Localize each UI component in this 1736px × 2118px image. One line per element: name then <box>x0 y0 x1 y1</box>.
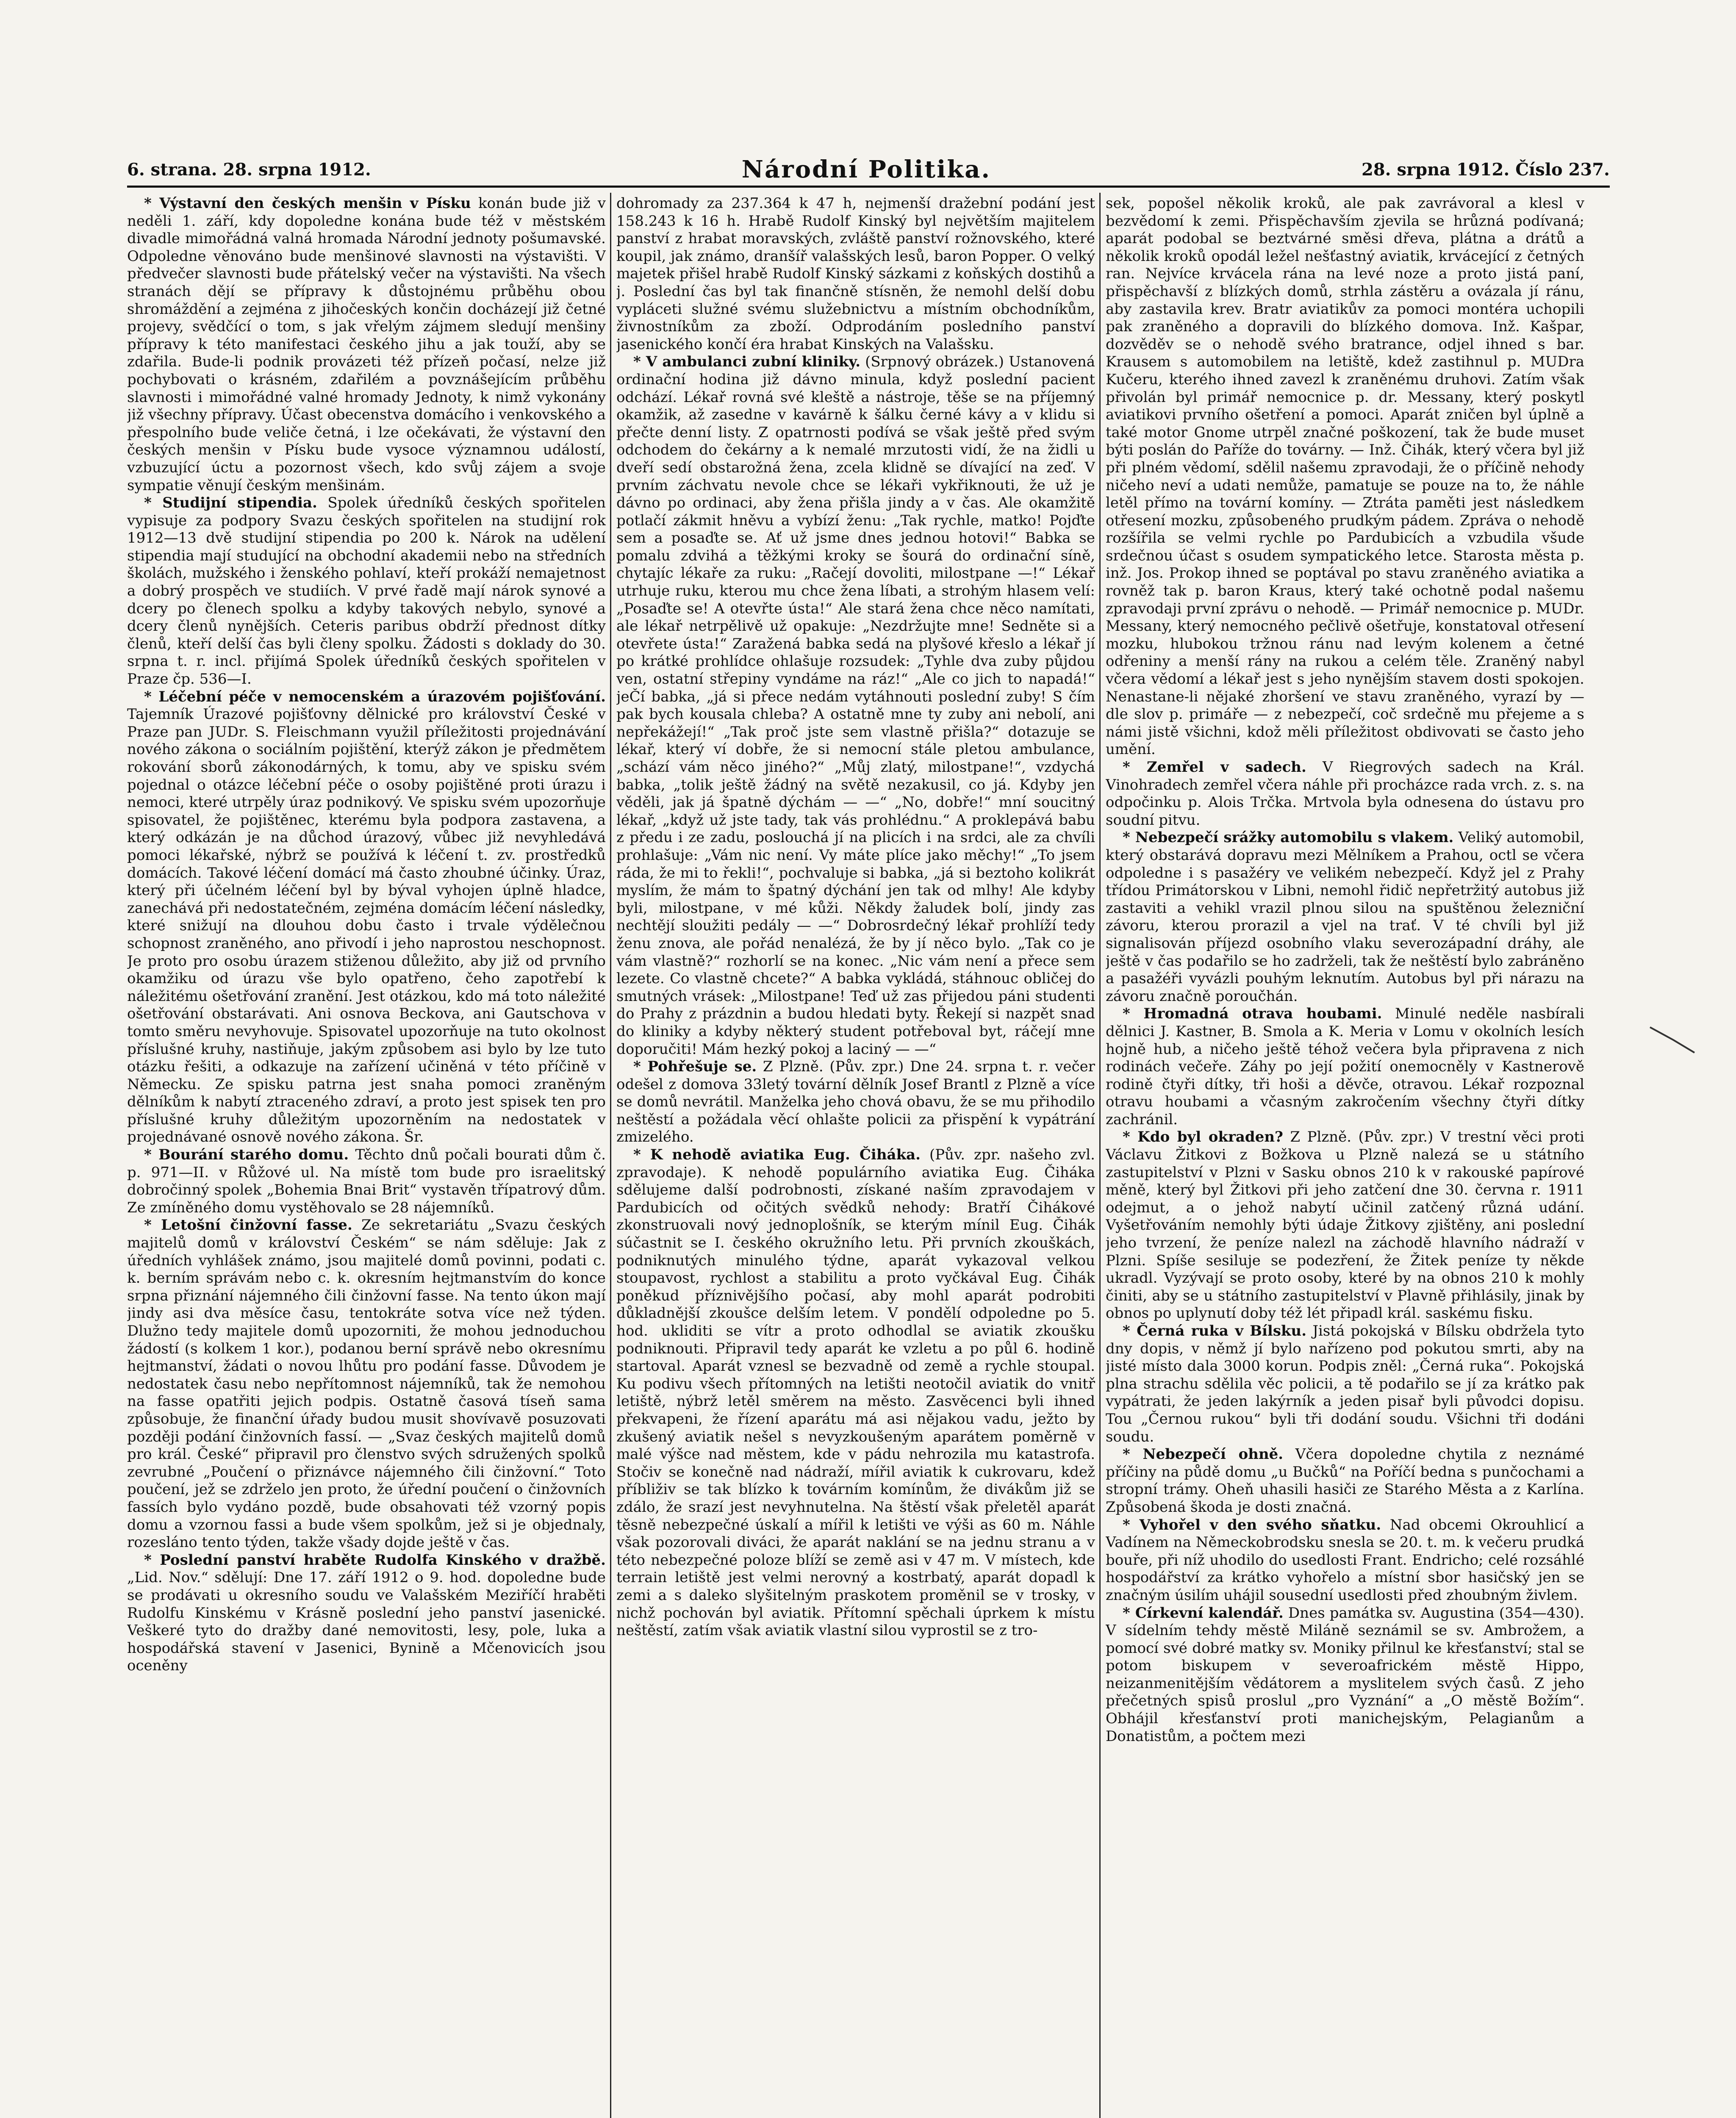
article-lead: * Léčební péče v nemocenském a úrazovém pojišťování. <box>144 688 606 705</box>
article-lead: * Studijní stipendia. <box>144 494 317 512</box>
article <box>127 1217 606 1551</box>
article-lead: * Hromadná otrava houbami. <box>1123 1005 1382 1023</box>
article-continuation <box>1106 195 1584 759</box>
article-lead: * Nebezpečí srážky automobilu s vlakem. <box>1123 829 1454 846</box>
article <box>127 688 606 1146</box>
masthead-title: Národní Politika. <box>741 155 991 183</box>
article-text: Jistá pokojská v Bílsku obdržela tyto dny dopis, v němž jí bylo nařízeno pod pokutou smrti, aby na jisté místo dala 3000 korun. Podpis zněl: „Černá ruka“. Pokojská plna strachu sdělila věc policii, a tě podařilo se jí za krátko pak vypátrati, že jeden lakýrník a jeden pisař byli původci dopisu. Tou „Černou rukou“ byli tři dodání soudu. Všichni tři dodáni soudu. <box>1106 1322 1584 1445</box>
article-text: Minulé neděle nasbírali dělnici J. Kastner, B. Smola a K. Meria v Lomu v okolních lesích hojně hub, a ničeho ještě téhož večera byla připravena z nich rodinách večeře. Záhy po její požití onemocněly v Kastnerově rodině čtyři dítky, tři hoši a děvče, otravou. Lékař rozpoznal otravu houbami a včasným zakročením všechny čtyři dítky zachránil. <box>1106 1005 1584 1128</box>
column-3 <box>1106 195 1584 2118</box>
article <box>616 1146 1095 1640</box>
header-date-page: 6. strana. 28. srpna 1912. <box>127 159 371 180</box>
article-text: „Lid. Nov.“ sdělují: Dne 17. září 1912 o 9. hod. dopoledne bude se prodávati u okresního soudu ve Valašském Meziříčí hraběti Rudolfu Kinskému v Krásně poslední jeho panství jasenické. Veškeré tyto do dražby dané nemovitosti, lesy, pole, luka a hospodářská stavení v Jasenici, Bynině a Mčenovicích jsou oceněny <box>127 1569 606 1674</box>
article-lead: * Výstavní den českých menšin v Písku <box>144 195 471 212</box>
article <box>616 1058 1095 1146</box>
page-header <box>127 155 1610 184</box>
article-text: Nad obcemi Okrouhlicí a Vadínem na Německobrodsku snesla se 20. t. m. k večeru prudká bouře, při níž uhodilo do usedlosti Frant. Endricho; celé rozsáhlé hospodářství za krátko vyhořelo a místní sbor hasičský jen se značným úsilím uhájil sousední usedlosti před zhoubným živlem. <box>1106 1516 1584 1604</box>
column-1 <box>127 195 606 2118</box>
article-lead: * Zemřel v sadech. <box>1123 759 1306 776</box>
article-lead: * V ambulanci zubní kliniky. <box>633 353 861 371</box>
article-text: Veliký automobil, který obstarává dopravu mezi Mělníkem a Prahou, octl se včera odpoledne i s pasažéry ve velikém nebezpečí. Když jel z Prahy třídou Primátorskou v Libni, nemohl řidič nepřetržitý autobus již zastaviti a vehikl vrazil plnou silou na spuštěnou železniční závoru, kterou prorazil a vjel na trať. V té chvíli byl již signalisován příjezd osobního vlaku severozápadní dráhy, ale ještě v čas podařilo se ho zadrželi, tak že neštěstí bylo zabráněno a pasažéři vyvázli pouhým leknutím. Autobus byl při nárazu na závoru značně poroučhán. <box>1106 829 1584 1005</box>
column-divider <box>1099 193 1101 2118</box>
article <box>616 353 1095 1058</box>
header-date-issue: 28. srpna 1912. Číslo 237. <box>1362 159 1610 180</box>
article-lead: * K nehodě aviatika Eug. Čiháka. <box>633 1146 921 1164</box>
article-text: Dnes památka sv. Augustina (354—430). V sídelním tehdy městě Miláně seznámil se sv. Ambrožem, a pomocí své dobré matky sv. Moniky přilnul ke křesťanství; stal se potom biskupem v severoafrickém městě Hippo, neizanmenitějším vědátorem a myslitelem svých časů. Z jeho přečetných spisů proslul „pro Vyznání“ a „O městě Božím“. Obhájil křesťanství proti manichejským, Pelagianům a Donatistům, a počtem mezi <box>1106 1604 1584 1745</box>
article-lead: * Poslední panství hraběte Rudolfa Kinského v dražbě. <box>144 1551 606 1569</box>
article <box>127 195 606 494</box>
article-text: Tajemník Úrazové pojišťovny dělnické pro království České v Praze pan JUDr. S. Fleischmann využil příležitosti projednávání nového zákona o sociálním pojištění, kterýž zákon je předmětem rokování sborů zákonodárných, k tomu, aby ve spisku svém pojednal o otázce léčební péče o osoby pojištěné proti úrazu i nemoci, které utrpěly úraz podnikový. Ve spisku svém upozorňuje spisovatel, že pojištěnec, kterému byla podpora zastavena, a který odkázán je na důchod úrazový, vůbec již nevyhledává pomoci lékařské, nýbrž se používá k léčení t. zv. prostředků domácích. Takové léčení domácí má často zhoubné účinky. Úraz, který při účelném léčení byl by býval vyhojen úplně hladce, zanechává při nedostatečném, zejména domácím léčení následky, které snižují na dlouhou dobu často i trvale výdělečnou schopnost zraněného, ano přivodí i jeho naprostou neschopnost. Je proto pro osobu úrazem stiženou důležito, aby již od prvního okamžiku od úrazu vše bylo opatřeno, čeho zapotřebí k náležitému ošetřování zranění. Jest otázkou, kdo má toto náležité ošetřování obstarávati. Ani osnova Beckova, ani Gautschova v tomto směru nevyhovuje. Spisovatel upozorňuje na tuto okolnost příslušné kruhy, nastiňuje, jakým způsobem asi bylo by lze tuto otázku řešiti, a odkazuje na zařízení učiněná v této příčině v Německu. Ze spisku patrna jest snaha pomoci zraněným dělníkům k nabytí ztraceného zdraví, a proto jest spisek ten pro příslušné kruhy důležitým upozorněním na nedostatek v projednávané osnově nového zákona. Šr. <box>127 706 606 1146</box>
article-text: konán bude již v neděli 1. září, kdy dopoledne konána bude též v městském divadle mimořádná valná hromada Národní jednoty pošumavské. Odpoledne věnováno bude menšinové slavnosti na výstavišti. V předvečer slavnosti bude přátelský večer na výstavišti. Na všech stranách dějí se přípravy k důstojnému průběhu obou shromáždění a zejména z jihočeských končin docházejí již četné projevy, svědčící o tom, s jak vřelým zájmem sledují menšiny přípravy k této manifestaci českého jihu a jak touží, aby se zdařila. Bude-li podnik provázeti též přízeň počasí, nelze již pochybovati o krásném, zdařilém a povznášejícím průběhu slavnosti i mimořádné valné hromady Jednoty, k nimž vykonány již všechny přípravy. Účast obecenstva domácího i venkovského a přespolního bude veliče četná, i lze očekávati, že výstavní den českých menšin v Písku bude vysoce významnou událostí, vzbuzující úctu a pozornost všech, kdo svůj zájem a svoje sympatie věnují českým menšinám. <box>127 195 606 494</box>
article <box>1106 1516 1584 1605</box>
article-lead: * Vyhořel v den svého sňatku. <box>1123 1516 1381 1533</box>
article-text: V Riegrových sadech na Král. Vinohradech zemřel včera náhle při procházce rada vrch. z. s. na odpočinku p. Alois Trčka. Mrtvola byla odnesena do ústavu pro soudní pitvu. <box>1106 759 1584 829</box>
article-text: Těchto dnů počali bourati dům č. p. 971—II. v Růžové ul. Na místě tom bude pro israelitský dobročinný spolek „Bohemia Bnai Brit“ vystavěn třípatrový dům. Ze zmíněného domu vystěhovalo se 28 nájemníků. <box>127 1146 606 1216</box>
column-2 <box>616 195 1095 2118</box>
article-continuation <box>616 195 1095 353</box>
article <box>127 1146 606 1217</box>
article <box>1106 759 1584 829</box>
article <box>1106 1446 1584 1516</box>
article <box>1106 829 1584 1005</box>
article-text: dohromady za 237.364 k 47 h, nejmenší dražební podání jest 158.243 k 16 h. Hrabě Rudolf Kinský byl největším majitelem panství z hrabat moravských, zvláště panství rožnovského, které koupil, jak známo, dranšíř valašských lesů, baron Popper. O velký majetek přišel hrabě Rudolf Kinský sázkami z koňských dostihů a j. Poslední čas byl tak finančně stísněn, že nemohl delší dobu vypláceti služné svému služebnictvu a místním obchodníkům, živnostníkům za zboží. Odprodáním posledního panství jasenického končí éra hrabat Kinských na Valašsku. <box>616 195 1095 353</box>
column-divider <box>610 193 611 2118</box>
article <box>1106 1605 1584 1746</box>
article-text: sek, popošel několik kroků, ale pak zavrávoral a klesl v bezvědomí k zemi. Přispěchavším zjevila se hrůzná podívaná; aparát podobal se beztvárné směsi dřeva, plátna a drátů a několik kroků opodál ležel nešťastný aviatik, krvácející z četných ran. Nejvíce krvácela rána na levé noze a proto jistá paní, přispěchavší z blízkých domů, strhla zástěru a ovázala jí ránu, aby zastavila krev. Bratr aviatikův za pomoci montéra uchopili pak zraněného a dopravili do blízkého domova. Inž. Kašpar, dozvěděv se o nehodě svého bratrance, odjel ihned s bar. Krausem s automobilem na letiště, kdež zastihnul p. MUDra Kučeru, kterého ihned zavezl k zraněnému druhovi. Zatím však přivolán byl primář nemocnice p. dr. Messany, který poskytl aviatikovi prvního ošetření a pomoci. Aparát zničen byl úplně a také motor Gnome utrpěl značné poškození, tak že bude muset býti poslán do Paříže do továrny. — Inž. Čihák, který včera byl již při plném vědomí, sdělil našemu zpravodaji, že o příčině nehody ničeho neví a udati nemůže, pamatuje se pouze na to, že náhle letěl přímo na tovární komíny. — Ztráta paměti jest následkem otřesení mozku, způsobeného prudkým pádem. Zpráva o nehodě rozšířila se velmi rychle po Pardubicích a vzbudila všude srdečnou účast s osudem sympatického letce. Starosta města p. inž. Jos. Prokop ihned se poptával po stavu zraněného aviatika a rovněž tak p. baron Kraus, který také ochotně podal našemu zpravodaji první zprávu o nehodě. — Primář nemocnice p. MUDr. Messany, který nemocného pečlivě ošetřuje, konstatoval otřesení mozku, hlubokou tržnou ránu nad levým kolenem a četné odřeniny a menší rány na rukou a celém těle. Zraněný nabyl včera vědomí a lékař jest s jeho nynějším stavem dosti spokojen. Nenastane-li nějaké zhoršení ve stavu zraněného, vyrazí by — dle slov p. primáře — z nebezpečí, coč srdečně mu přejeme a s námi jistě všichni, kdož měli příležitost obdivovati se často jeho umění. <box>1106 195 1584 758</box>
article <box>1106 1322 1584 1446</box>
article <box>127 494 606 688</box>
margin-pen-mark <box>1648 1025 1699 1055</box>
article-text: Z Plzně. (Pův. zpr.) Dne 24. srpna t. r. večer odešel z domova 33letý tovární dělník Josef Brantl z Plzně a více se domů nevrátil. Manželka jeho chová obavu, že se mu přihodilo neštěstí a požádala věcí ohlašte policii za přispění k vypátrání zmizelého. <box>616 1058 1095 1146</box>
article-text: (Srpnový obrázek.) Ustanovená ordinační hodina již dávno minula, když poslední pacient odchází. Lékař rovná své kleště a nástroje, těše se na příjemný okamžik, až zasedne v kavárně k šálku černé kávy a v klidu si přečte denní listy. Z opatrnosti podívá se však ještě před svým odchodem do čekárny a k nemalé mrzutosti vidí, že na židli u dveří sedí obstarožná žena, zcela klidně se dívající na zeď. V prvním záchvatu nevole chce se lékaři vykřiknouti, že už je dávno po ordinaci, aby žena přišla jindy a v čas. Ale okamžitě potlačí zákmit hněvu a vybízí ženu: „Tak rychle, matko! Pojďte sem a posaďte se. Ať už jsme dnes jednou hotovi!“ Babka se pomalu zdvihá a těžkými kroky se šourá do ordinační síně, chytajíc lékaře za ruku: „Račejí dovoliti, milostpane —!“ Lékař utrhuje ruku, kterou mu chce žena líbati, a strohým hlasem velí: „Posaďte se! A otevřte ústa!“ Ale stará žena chce něco namítati, ale lékař netrpělivě už opakuje: „Nezdržujte mne! Sedněte si a otevřete ústa!“ Zaražená babka sedá na plyšové křeslo a lékař jí po krátké prohlídce ohlašuje rozsudek: „Tyhle dva zuby půjdou ven, ostatní střepiny vyndáme na ráz!“ „Ale co jich to napadá!“ jeČí babka, „já si přece nedám vytáhnouti poslední zuby! S čím pak bych kousala chleba? A ostatně mne ty zuby ani nebolí, ani nepřekážejí!“ „Tak proč jste sem vlastně přišla?“ dotazuje se lékař, který ví dobře, že si nemocní stále pletou ambulance, „schází vám něco jiného?“ „Můj zlatý, milostpane!“, vzdychá babka, „tolik ještě žádný na světě nezakusil, co já. Kdyby jen věděli, jak já špatně dýchám — —“ „No, dobře!“ mní soucitný lékař, „když už jste tady, tak vás prohlédnu.“ A proklepává babu z předu i ze zadu, poslouchá jí na plicích i na srdci, ale za chvíli prohlašuje: „Vám nic není. Vy máte plíce jako měchy!“ „To jsem ráda, že mi to řekli!“, pochvaluje si babka, „já si beztoho kolikrát myslím, že mám to špatný dýchání jen tak od mlhy! Ale kdyby byli, milostpane, v mé kůži. Někdy žaludek bolí, jindy zas nechtějí sloužiti pedály — —“ Dobrosrdečný lékař prohlíží tedy ženu znova, ale pořád nenalézá, že by jí něco bylo. „Tak co je vám vlastně?“ rozhorlí se na konec. „Nic vám není a přece sem lezete. Co vlastně chcete?“ A babka vykládá, stáhnouc obličej do smutných vrásek: „Milostpane! Teď už zas přijedou páni studenti do Prahy z prázdnin a budou hledati byty. Řekejí si nazpět snad do kliniky a kdyby některý student potřeboval byt, ráčejí mne doporučiti! Mám hezký pokoj a laciný — —“ <box>616 353 1095 1058</box>
article-text: Spolek úředníků českých spořitelen vypisuje za podpory Svazu českých spořitelen na studijní rok 1912—13 dvě studijní stipendia po 200 k. Nárok na udělení stipendia mají studující na obchodní akademii nebo na středních školách, mužského i ženského pohlaví, kteří prokáží nemajetnost a dobrý prospěch ve studiích. V prvé řadě mají nárok synové a dcery po členech spolku a kdyby takových nebylo, synové a dcery členů nynějších. Ceteris paribus obdrží přednost dítky členů, kteří delší čas byli členy spolku. Žádosti s doklady do 30. srpna t. r. incl. přijímá Spolek úředníků českých spořitelen v Praze čp. 536—I. <box>127 494 606 688</box>
article-lead: * Církevní kalendář. <box>1123 1604 1284 1622</box>
article-lead: * Kdo byl okraden? <box>1123 1128 1283 1146</box>
header-rule <box>127 186 1610 188</box>
article <box>1106 1005 1584 1128</box>
article <box>1106 1128 1584 1322</box>
article-lead: * Nebezpečí ohně. <box>1123 1446 1284 1463</box>
article-lead: * Letošní činžovní fasse. <box>144 1217 352 1234</box>
article-lead: * Černá ruka v Bílsku. <box>1123 1322 1307 1339</box>
article-text: Včera dopoledne chytila z neznámé příčiny na půdě domu „u Bučků“ na Poříčí bedna s punčochami a stropní trámy. Oheň uhasili hasiči ze Starého Města a z Karlína. Způsobená škoda je dosti značná. <box>1106 1446 1584 1516</box>
article-text: Z Plzně. (Pův. zpr.) V trestní věci proti Václavu Žitkovi z Božkova u Plzně nalezá se u státního zastupitelství v Plzni v Sasku obnos 210 k v rakouské papírové měně, který byl Žitkovi při jeho zatčení dne 30. června r. 1911 odejmut, a o jehož nabytí učinil zatčený různá udání. Vyšetřováním nemohly býti údaje Žitkovy zjištěny, ani poslední jeho tvrzení, že peníze nalezl na záchodě hlavního nádraží v Plzni. Spíše sesiluje se podezření, že Žitek peníze ty někde ukradl. Vyzývají se proto osoby, které by na obnos 210 k mohly činiti, aby se u státního zastupitelství v Plavně přihlásily, jinak by obnos po uplynutí doby též lét připadl král. saskému fisku. <box>1106 1128 1584 1322</box>
article-lead: * Pohřešuje se. <box>633 1058 757 1076</box>
article <box>127 1552 606 1675</box>
article-text: Ze sekretariátu „Svazu českých majitelů domů v království Českém“ se nám sděluje: Jak z úředních vyhlášek známo, jsou majitelé domů povinni, podati c. k. berním správám nebo c. k. okresním hejtmanstvím do konce srpna přiznání nájemného čili činžovní fasse. Na tento úkon mají jindy asi dva měsíce času, tentokráte sotva více než týden. Dlužno tedy majitele domů upozorniti, že mohou jednoduchou žádostí (s kolkem 1 kor.), podanou berní správě nebo okresnímu hejtmanství, žádati o novou lhůtu pro podání fasse. Důvodem je nedostatek času nebo nepřítomnost nájemníků, tak že nemohou na fasse opatřiti jejich podpis. Ostatně časová tíseň sama způsobuje, že finanční úřady budou musit shovívavě posuzovati později podání činžovních fassí. — „Svaz českých majitelů domů pro král. České“ připravil pro členstvo svých sdružených spolků zevrubné „Poučení o přiznávce nájemného čili činžovní.“ Toto poučení, jež se zdrželo jen proto, že úřední poučení o činžovních fassích bylo vydáno pozdě, bude obsahovati též vzorný popis domu a vzornou fassi a bude všem spolkům, jež si je objednaly, rozesláno tento týden, takže všady dojde ještě v čas. <box>127 1217 606 1551</box>
article-lead: * Bourání starého domu. <box>144 1146 349 1164</box>
article-text: (Pův. zpr. našeho zvl. zpravodaje). K nehodě populárního aviatika Eug. Čiháka sdělujeme další podrobnosti, získané naším zpravodajem v Pardubicích od očitých svědků nehody: Bratří Čihákové zkonstruovali nový jednoplošník, se kterým mínil Eug. Čihák súčastnit se I. českého okružního letu. Při prvních zkouškách, podniknutých minulého týdne, aparát vykazoval velkou stoupavost, rychlost a stabilitu a proto vyčkával Eug. Čihák poněkud příznivějšího počasí, aby mohl aparát podrobiti důkladnější zkoušce delším letem. V pondělí odpoledne po 5. hod. ukliditi se vítr a proto odhodlal se aviatik zkoušku podniknouti. Připravil tedy aparát ke vzletu a po půl 6. hodině startoval. Aparát vznesl se bezvadně od země a rychle stoupal. Ku podivu všech přítomných na letišti neotočil aviatik do vnitř letiště, nýbrž letěl směrem na město. Zasvěcenci byli ihned překvapeni, že řízení aparátu má asi nějakou vadu, ježto by zkušený aviatik nešel s nevyzkoušeným aparátem poměrně v malé výšce nad městem, kde v pádu nehrozila mu katastrofa. Stočiv se konečně nad nádraží, mířil aviatik k cukrovaru, kdež příbliživ se tak blízko k továrním komínům, že divákům již se zdálo, že srazí jest nevyhnutelna. Na štěstí však přeletěl aparát těsně nebezpečné úskalí a mířil k letišti ve výši as 60 m. Náhle však pozorovali diváci, že aparát naklání se na jednu stranu a v této nebezpečné poloze blíží se země asi v 47 m. V místech, kde terrain letiště jest velmi nerovný a kostrbatý, aparát dopadl k zemi a s daleko slyšitelným praskotem proměnil se v trosky, v nichž pochován byl aviatik. Přítomní spěchali úprkem k místu neštěstí, zatím však aviatik vlastní silou vyprostil se z tro- <box>616 1146 1095 1639</box>
